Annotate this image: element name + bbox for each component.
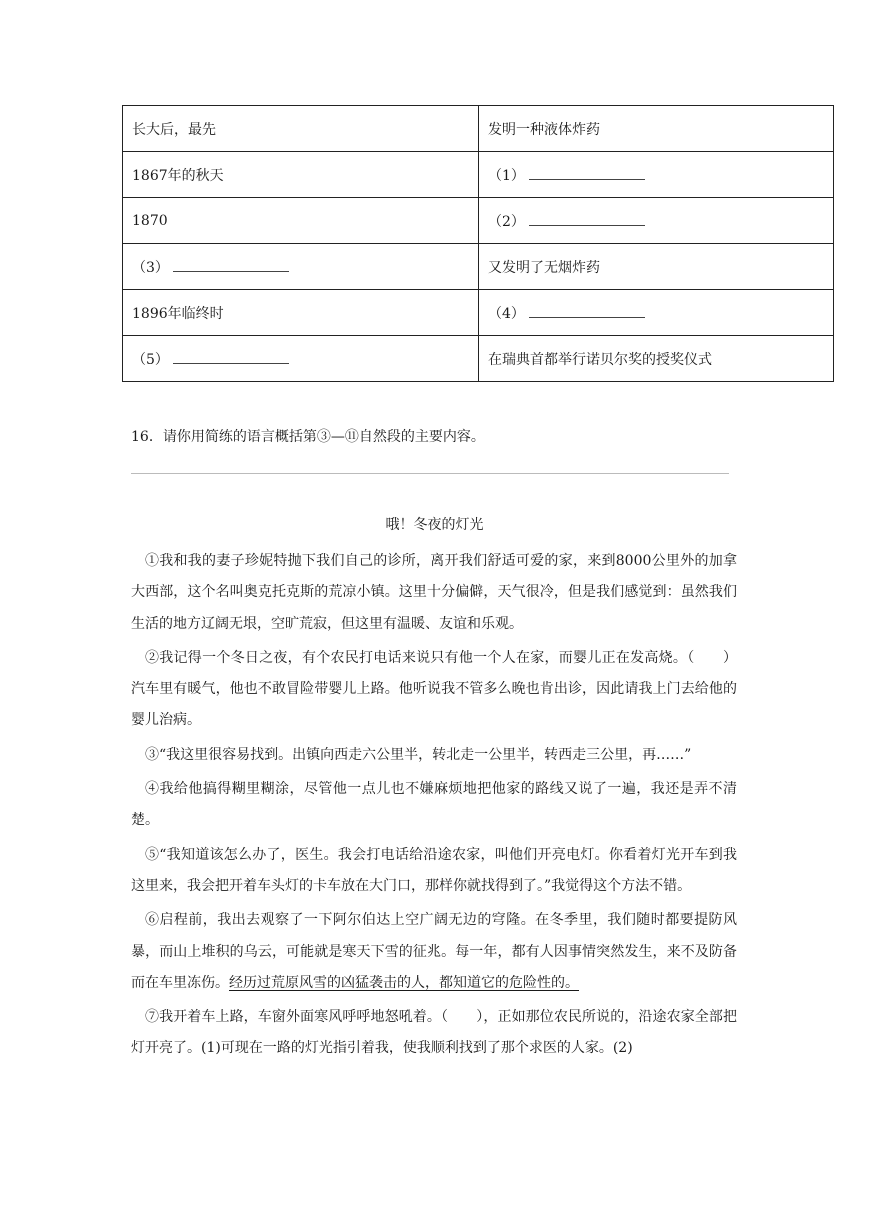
paragraph-5: ⑤“我知道该怎么办了，医生。我会打电话给沿途农家，叫他们开亮电灯。你看着灯光开车到我这里来，我会把开着车头灯的卡车放在大门口，那样你就找得到了。”我觉得这个方法不错。 bbox=[131, 846, 737, 894]
table-cell bbox=[479, 290, 834, 336]
answer-blank[interactable] bbox=[529, 305, 645, 318]
cell-text: （4） bbox=[488, 305, 525, 322]
table-row bbox=[123, 290, 834, 336]
cell-text: 1870 bbox=[132, 212, 168, 229]
answer-blank[interactable] bbox=[173, 259, 289, 272]
answer-line[interactable] bbox=[131, 473, 729, 474]
table-cell bbox=[123, 290, 479, 336]
table-row bbox=[123, 336, 834, 382]
cell-text: （1） bbox=[488, 167, 525, 184]
cell-text: （5） bbox=[132, 351, 169, 368]
article-body bbox=[131, 546, 737, 1068]
paragraph-1: ①我和我的妻子珍妮特抛下我们自己的诊所，离开我们舒适可爱的家，来到8000公里外的加拿大西部，这个名叫奥克托克斯的荒凉小镇。这里十分偏僻，天气很冷，但是我们感觉到：虽然我们生活的地方辽阔无垠，空旷荒寂，但这里有温暖、友谊和乐观。 bbox=[131, 553, 737, 632]
table-cell bbox=[123, 198, 479, 244]
table-cell bbox=[479, 198, 834, 244]
cell-text: 在瑞典首都举行诺贝尔奖的授奖仪式 bbox=[488, 351, 712, 368]
cell-text: 长大后，最先 bbox=[132, 121, 216, 138]
cell-text: 又发明了无烟炸药 bbox=[488, 259, 600, 276]
table-cell bbox=[479, 152, 834, 198]
table-row bbox=[123, 198, 834, 244]
paragraph-7: ⑦我开着车上路，车窗外面寒风呼呼地怒吼着。（ ），正如那位农民所说的，沿途农家全部把灯开亮了。(1)可现在一路的灯光指引着我，使我顺利找到了那个求医的人家。(2) bbox=[131, 1009, 737, 1057]
cell-text: 1896年临终时 bbox=[132, 305, 224, 322]
table-row bbox=[123, 106, 834, 152]
timeline-table bbox=[122, 105, 834, 382]
cell-text: （3） bbox=[132, 259, 169, 276]
question-16: 16．请你用简练的语言概括第③—⑪自然段的主要内容。 bbox=[131, 429, 485, 445]
paragraph-2: ②我记得一个冬日之夜，有个农民打电话来说只有他一个人在家，而婴儿正在发高烧。（ ）汽车里有暖气，他也不敢冒险带婴儿上路。他听说我不管多么晚也肯出诊，因此请我上门去给他的婴儿治病。 bbox=[131, 649, 737, 729]
answer-blank[interactable] bbox=[173, 351, 289, 364]
paragraph-6-text: ⑥启程前，我出去观察了一下阿尔伯达上空广阔无边的穹隆。在冬季里，我们随时都要提防风暴，而山上堆积的乌云，可能就是寒天下雪的征兆。每一年，都有人因事情突然发生，来不及防备而在车里冻伤。 bbox=[131, 912, 737, 991]
paragraph-4: ④我给他搞得糊里糊涂，尽管他一点儿也不嫌麻烦地把他家的路线又说了一遍，我还是弄不清楚。 bbox=[131, 781, 737, 829]
table-cell bbox=[479, 106, 834, 152]
table-row bbox=[123, 152, 834, 198]
table-cell bbox=[123, 106, 479, 152]
table-cell bbox=[479, 244, 834, 290]
table-cell bbox=[123, 244, 479, 290]
underlined-sentence: 经历过荒原风雪的凶猛袭击的人，都知道它的危险性的。 bbox=[229, 974, 579, 991]
paragraph-3: ③“我这里很容易找到。出镇向西走六公里半，转北走一公里半，转西走三公里，再……” bbox=[145, 746, 692, 763]
cell-text: 1867年的秋天 bbox=[132, 167, 224, 184]
table-cell bbox=[123, 152, 479, 198]
article-title: 哦！冬夜的灯光 bbox=[385, 517, 484, 533]
answer-blank[interactable] bbox=[529, 213, 645, 226]
table-cell bbox=[479, 336, 834, 382]
answer-blank[interactable] bbox=[529, 167, 645, 180]
cell-text: 发明一种液体炸药 bbox=[488, 121, 600, 138]
paragraph-6 bbox=[131, 905, 737, 999]
table-row bbox=[123, 244, 834, 290]
table-cell bbox=[123, 336, 479, 382]
cell-text: （2） bbox=[488, 213, 525, 230]
